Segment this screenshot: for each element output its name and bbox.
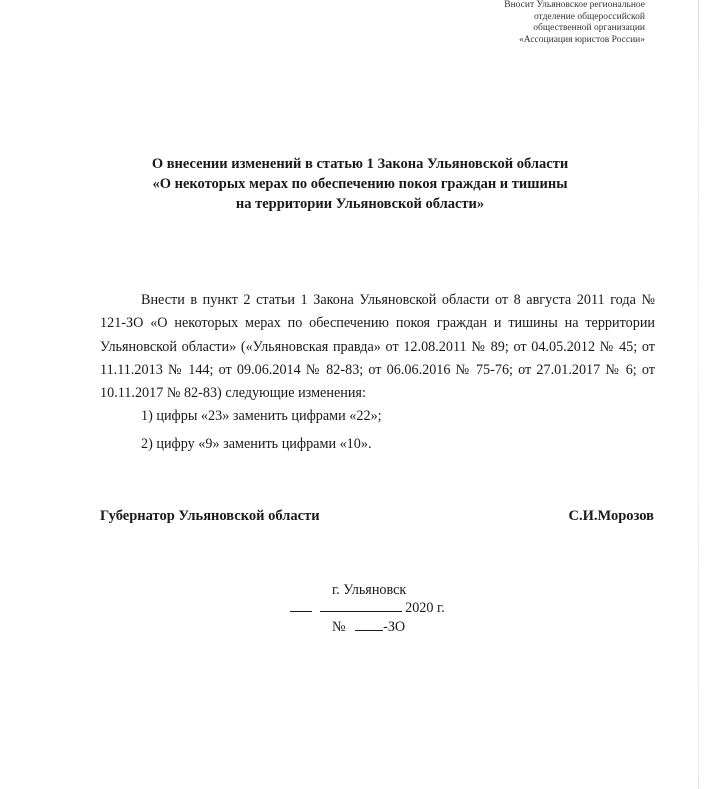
- submitter-line: «Ассоциация юристов России»: [518, 34, 645, 45]
- submitter-line: отделение общероссийской: [533, 11, 645, 22]
- signatory-position: Губернатор Ульяновской области: [100, 508, 320, 524]
- year-text: 2020 г.: [405, 600, 445, 616]
- submitter-line: общественной организации: [533, 23, 645, 33]
- title-line: на территории Ульяновской области»: [235, 196, 485, 212]
- month-blank: [320, 597, 402, 612]
- document-body: [100, 289, 655, 456]
- number-line: [332, 616, 405, 636]
- scan-edge: [698, 0, 699, 789]
- main-paragraph: Внести в пункт 2 статьи 1 Закона Ульяновской области от 8 августа 2011 года № 121-ЗО «О некоторых мерах по обеспечению покоя граждан и тишины на территории Ульяновской области» («Ульяновская правда» от 12.08.2011 № 89; от 04.05.2012 № 45; от 11.11.2013 № 144; от 09.06.2014 № 82-83; от 06.06.2016 № 75-76; от 27.01.2017 № 6; от 10.11.2017 № 82-83) следующие изменения:: [100, 292, 655, 402]
- number-sign: №: [332, 619, 346, 635]
- day-blank: [290, 597, 312, 612]
- change-item: 1) цифры «23» заменить цифрами «22»;: [141, 408, 382, 425]
- submitter-line: Вносит Ульяновское региональное: [504, 0, 645, 10]
- change-item: 2) цифру «9» заменить цифрами «10».: [141, 435, 372, 452]
- number-suffix: -ЗО: [383, 619, 406, 635]
- submitter-note: [385, 0, 645, 46]
- signatory-name: С.И.Морозов: [568, 508, 654, 524]
- date-line: [290, 597, 445, 617]
- title-line: О внесении изменений в статью 1 Закона Ульяновской области: [151, 156, 569, 172]
- document-title: [60, 154, 660, 214]
- city-name: г. Ульяновск: [332, 582, 407, 598]
- number-blank: [355, 616, 383, 631]
- title-line: «О некоторых мерах по обеспечению покоя граждан и тишины: [152, 176, 568, 192]
